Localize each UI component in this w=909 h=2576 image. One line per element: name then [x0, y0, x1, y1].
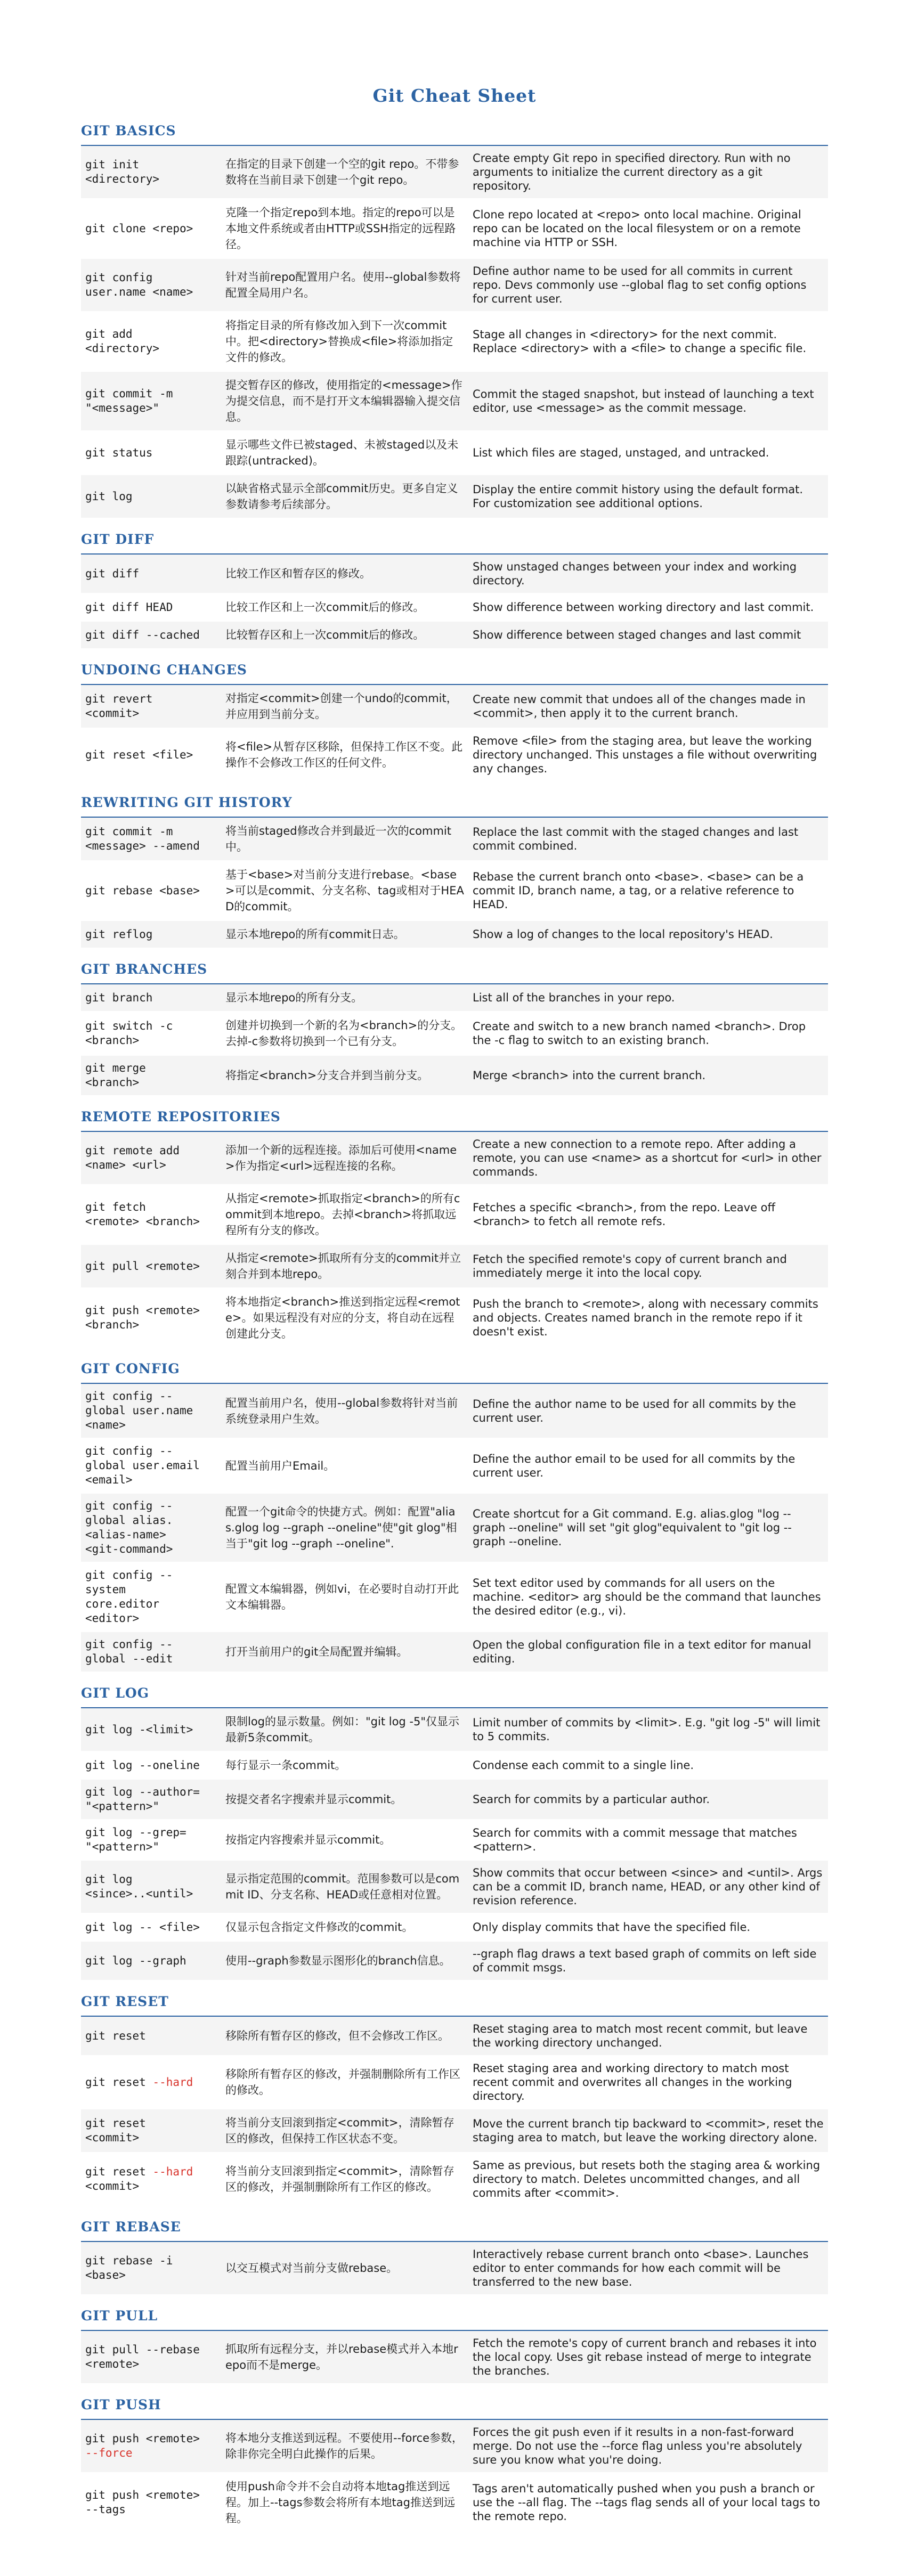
command-cell — [81, 1014, 221, 1053]
chinese-description: 将指定<branch>分支合并到当前分支。 — [225, 1069, 429, 1082]
section-rows — [81, 984, 828, 1096]
table-row — [81, 1439, 828, 1494]
command-text: git push <remote> <branch> — [85, 1304, 200, 1331]
sections-container — [81, 116, 828, 2533]
command-cell — [81, 2483, 221, 2522]
chinese-description: 比较暂存区和上一次commit后的修改。 — [225, 629, 425, 641]
command-cell — [81, 1717, 221, 1742]
command-text: git fetch <remote> <branch> — [85, 1201, 200, 1228]
english-description: Remove <file> from the staging area, but leave the working directory unchanged. This unstages a file without overwriting any changes. — [473, 735, 817, 775]
english-description: Merge <branch> into the current branch. — [473, 1069, 706, 1082]
command-cell — [81, 1384, 221, 1438]
chinese-description: 比较工作区和暂存区的修改。 — [225, 567, 371, 580]
english-description: Create empty Git repo in specified directory. Run with no arguments to initialize the current directory as a git repository. — [473, 152, 791, 192]
command-text: git diff — [85, 567, 140, 580]
command-text: git config user.name <name> — [85, 271, 193, 298]
chinese-description: 使用push命令并不会自动将本地tag推送到远程。加上--tags参数会将所有本地tag推送到远程。 — [225, 2480, 455, 2525]
table-row — [81, 1632, 828, 1673]
table-row — [81, 2109, 828, 2153]
command-text: git remote add <name> <url> — [85, 1144, 180, 1171]
table-row — [81, 1132, 828, 1185]
english-description: Create a new connection to a remote repo. After adding a remote, you can use <name> as a shortcut for <url> in other commands. — [473, 1138, 822, 1178]
chinese-description: 限制log的显示数量。例如："git log -5"仅显示最新5条commit。 — [225, 1715, 460, 1744]
english-description: Same as previous, but resets both the staging area & working directory to match. Deletes uncommitted changes, and all commits after <commit>. — [473, 2159, 821, 2199]
section-rows — [81, 2242, 828, 2295]
table-row — [81, 199, 828, 259]
english-description: --graph flag draws a text based graph of commits on left side of commit msgs. — [473, 1947, 817, 1974]
chinese-description: 在指定的目录下创建一个空的git repo。不带参数将在当前目录下创建一个git repo。 — [225, 158, 459, 186]
table-row — [81, 984, 828, 1012]
section-rewriting-git-history — [81, 787, 828, 949]
table-row — [81, 1861, 828, 1914]
section-title: GIT BRANCHES — [81, 954, 828, 984]
english-description: Reset staging area and working directory to match most recent commit and overwrites all changes in the working directory. — [473, 2062, 792, 2102]
command-text: git init <directory> — [85, 158, 160, 185]
table-row — [81, 2331, 828, 2384]
section-rows — [81, 146, 828, 519]
table-row — [81, 729, 828, 782]
command-text: git branch — [85, 991, 153, 1004]
english-description: Show a log of changes to the local repository's HEAD. — [473, 928, 773, 941]
table-row — [81, 259, 828, 312]
chinese-description: 对指定<commit>创建一个undo的commit，并应用到当前分支。 — [225, 692, 458, 721]
command-text: git reset — [85, 2165, 153, 2178]
chinese-description: 从指定<remote>抓取指定<branch>的所有commit到本地repo。去掉<branch>将抓取远程所有分支的修改。 — [225, 1192, 460, 1237]
command-text: git switch -c <branch> — [85, 1020, 173, 1047]
chinese-description: 以交互模式对当前分支做rebase。 — [225, 2262, 398, 2275]
command-text: git commit -m <message> --amend — [85, 825, 200, 852]
table-row — [81, 685, 828, 729]
page-title: Git Cheat Sheet — [372, 85, 537, 106]
english-description: Commit the staged snapshot, but instead of launching a text editor, use <message> as the commit message. — [473, 388, 814, 414]
section-git-rebase — [81, 2212, 828, 2295]
command-cell — [81, 216, 221, 241]
chinese-description: 添加一个新的远程连接。添加后可使用<name>作为指定<url>远程连接的名称。 — [225, 1144, 457, 1172]
chinese-description: 显示本地repo的所有commit日志。 — [225, 928, 405, 941]
section-git-log — [81, 1678, 828, 1981]
command-text: git reflog — [85, 927, 153, 941]
command-text: git log --graph — [85, 1954, 186, 1967]
chinese-description: 显示哪些文件已被staged、未被staged以及未跟踪(untracked)。 — [225, 438, 459, 467]
chinese-description: 配置当前用户名，使用--global参数将针对当前系统登录用户生效。 — [225, 1396, 458, 1425]
english-description: Condense each commit to a single line. — [473, 1759, 694, 1772]
table-row — [81, 1012, 828, 1056]
chinese-description: 以缺省格式显示全部commit历史。更多自定义参数请参考后续部分。 — [225, 482, 458, 511]
table-row — [81, 312, 828, 372]
section-git-push — [81, 2390, 828, 2533]
command-text: git config -- global user.name <name> — [85, 1390, 193, 1431]
chinese-description: 显示指定范围的commit。范围参数可以是commit ID、分支名称、HEAD或任意相对位置。 — [225, 1872, 460, 1901]
chinese-description: 按指定内容搜索并显示commit。 — [225, 1833, 391, 1846]
table-row — [81, 1185, 828, 1245]
command-text: git push <remote> — [85, 2432, 200, 2445]
chinese-description: 显示本地repo的所有分支。 — [225, 991, 363, 1004]
english-description: Show difference between staged changes and last commit — [473, 629, 801, 641]
table-row — [81, 861, 828, 921]
command-cell — [81, 2337, 221, 2377]
english-description: Show unstaged changes between your index and working directory. — [473, 560, 797, 587]
command-text: git reset — [85, 2029, 146, 2042]
command-text: git log — [85, 490, 133, 503]
command-text: git reset <commit> — [85, 2117, 146, 2144]
command-cell — [81, 2111, 221, 2150]
section-title: GIT BASICS — [81, 116, 828, 146]
table-row — [81, 555, 828, 594]
english-description: Only display commits that have the specified file. — [473, 1921, 751, 1934]
english-description: Limit number of commits by <limit>. E.g. "git log -5" will limit to 5 commits. — [473, 1716, 821, 1743]
command-text: git add <directory> — [85, 328, 160, 355]
command-cell — [81, 1867, 221, 1906]
command-text: git config -- global user.email <email> — [85, 1445, 200, 1486]
command-text: git config -- global --edit — [85, 1638, 173, 1665]
table-row — [81, 921, 828, 949]
command-cell — [81, 1494, 221, 1562]
section-rows — [81, 2331, 828, 2384]
chinese-description: 创建并切换到一个新的名为<branch>的分支。去掉-c参数将切换到一个已有分支。 — [225, 1019, 462, 1048]
chinese-description: 抓取所有远程分支，并以rebase模式并入本地repo而不是merge。 — [225, 2343, 458, 2371]
section-git-diff — [81, 524, 828, 649]
chinese-description: 将当前分支回滚到指定<commit>，清除暂存区的修改，并强制删除所有工作区的修改。 — [225, 2165, 454, 2194]
command-flag-warning: --force — [85, 2447, 133, 2459]
chinese-description: 将本地分支推送到远程。不要使用--force参数，除非你完全明白此操作的后果。 — [225, 2432, 464, 2460]
chinese-description: 将当前staged修改合并到最近一次的commit中。 — [225, 825, 451, 853]
english-description: Reset staging area to match most recent commit, but leave the working directory unchanged. — [473, 2023, 808, 2049]
chinese-description: 配置一个git命令的快捷方式。例如：配置"alias.glog log --graph --oneline"使"git glog"相当于"git log --graph --oneline". — [225, 1505, 457, 1550]
chinese-description: 从指定<remote>抓取所有分支的commit并立刻合并到本地repo。 — [225, 1252, 461, 1281]
command-text: git diff HEAD — [85, 600, 173, 614]
command-cell — [81, 2159, 221, 2199]
command-flag-warning: --hard — [152, 2075, 193, 2089]
english-description: Show commits that occur between <since> and <until>. Args can be a commit ID, branch name, HEAD, or any other kind of revision reference. — [473, 1866, 823, 1907]
command-cell — [81, 595, 221, 620]
command-text: git status — [85, 446, 153, 459]
chinese-description: 每行显示一条commit。 — [225, 1759, 346, 1772]
section-title: GIT REBASE — [81, 2212, 828, 2242]
command-cell — [81, 2024, 221, 2049]
section-rows — [81, 685, 828, 782]
section-git-branches — [81, 954, 828, 1096]
english-description: Search for commits by a particular author. — [473, 1793, 710, 1806]
table-row — [81, 372, 828, 431]
table-row — [81, 1289, 828, 1348]
command-cell — [81, 152, 221, 192]
section-git-pull — [81, 2301, 828, 2384]
command-cell — [81, 878, 221, 903]
command-text: git log --grep= "<pattern>" — [85, 1826, 186, 1853]
command-cell — [81, 1563, 221, 1631]
english-description: Fetch the remote's copy of current branch and rebases it into the local copy. Uses git rebase instead of merge to integrate the branches. — [473, 2337, 817, 2377]
command-cell — [81, 1195, 221, 1234]
command-cell — [81, 561, 221, 586]
command-cell — [81, 1439, 221, 1493]
section-title: GIT PUSH — [81, 2390, 828, 2420]
english-description: Move the current branch tip backward to <commit>, reset the staging area to match, but leave the working directory alone. — [473, 2117, 824, 2144]
table-row — [81, 1245, 828, 1289]
command-cell — [81, 623, 221, 648]
chinese-description: 移除所有暂存区的修改，但不会修改工作区。 — [225, 2029, 449, 2042]
table-row — [81, 1752, 828, 1780]
table-row — [81, 1056, 828, 1096]
command-cell — [81, 2070, 221, 2095]
command-cell — [81, 441, 221, 466]
chinese-description: 基于<base>对当前分支进行rebase。<base>可以是commit、分支名称、tag或相对于HEAD的commit。 — [225, 868, 464, 913]
section-title: GIT DIFF — [81, 524, 828, 555]
english-description: Create shortcut for a Git command. E.g. alias.glog "log --graph --oneline" will set "git glog"equivalent to "git log --graph --oneline. — [473, 1507, 792, 1548]
chinese-description: 打开当前用户的git全局配置并编辑。 — [225, 1645, 408, 1658]
table-row — [81, 475, 828, 519]
table-row — [81, 818, 828, 861]
english-description: Rebase the current branch onto <base>. <base> can be a commit ID, branch name, a tag, or a relative reference to HEAD. — [473, 870, 804, 911]
section-title: GIT CONFIG — [81, 1354, 828, 1384]
command-cell — [81, 743, 221, 768]
section-title: GIT PULL — [81, 2301, 828, 2331]
command-cell — [81, 922, 221, 947]
command-cell — [81, 322, 221, 361]
command-text: git reset — [85, 2075, 153, 2089]
section-title: REWRITING GIT HISTORY — [81, 787, 828, 818]
section-git-basics — [81, 116, 828, 519]
english-description: Fetch the specified remote's copy of current branch and immediately merge it into the local copy. — [473, 1253, 787, 1279]
command-cell — [81, 1056, 221, 1095]
chinese-description: 配置文本编辑器，例如vi，在必要时自动打开此文本编辑器。 — [225, 1583, 459, 1611]
command-cell — [81, 381, 221, 421]
command-text: git rebase <base> — [85, 884, 200, 897]
english-description: Replace the last commit with the staged changes and last commit combined. — [473, 826, 799, 852]
command-text: git commit -m "<message>" — [85, 387, 173, 414]
chinese-description: 将当前分支回滚到指定<commit>，清除暂存区的修改，但保持工作区状态不变。 — [225, 2116, 454, 2145]
table-row — [81, 1914, 828, 1942]
table-row — [81, 2242, 828, 2295]
section-title: GIT LOG — [81, 1678, 828, 1708]
command-cell — [81, 1949, 221, 1974]
command-cell — [81, 1753, 221, 1778]
command-cell — [81, 2426, 221, 2466]
chinese-description: 配置当前用户Email。 — [225, 1459, 335, 1472]
section-rows — [81, 2420, 828, 2533]
command-cell — [81, 819, 221, 859]
english-description: Define the author name to be used for all commits by the current user. — [473, 1397, 796, 1424]
command-text: git log <since>..<until> — [85, 1873, 193, 1900]
command-text: git pull <remote> — [85, 1259, 200, 1273]
english-description: Interactively rebase current branch onto <base>. Launches editor to enter commands for how each commit will be transferred to the new base. — [473, 2248, 809, 2288]
english-description: Stage all changes in <directory> for the next commit. Replace <directory> with a <file> to change a specific file. — [473, 328, 807, 355]
section-title: UNDOING CHANGES — [81, 655, 828, 685]
chinese-description: 按提交者名字搜索并显示commit。 — [225, 1793, 402, 1806]
command-text: git config -- global alias. <alias-name> <git-command> — [85, 1499, 173, 1555]
table-row — [81, 1820, 828, 1861]
command-cell — [81, 687, 221, 726]
section-title: REMOTE REPOSITORIES — [81, 1102, 828, 1132]
section-rows — [81, 1132, 828, 1348]
english-description: List all of the branches in your repo. — [473, 991, 675, 1004]
english-description: Search for commits with a commit message that matches <pattern>. — [473, 1827, 797, 1853]
section-rows — [81, 1708, 828, 1981]
command-flag-warning: --hard — [152, 2165, 193, 2178]
english-description: Show difference between working directory and last commit. — [473, 601, 814, 614]
table-row — [81, 594, 828, 622]
chinese-description: 克隆一个指定repo到本地。指定的repo可以是本地文件系统或者由HTTP或SSH指定的远程路径。 — [225, 206, 456, 251]
english-description: List which files are staged, unstaged, and untracked. — [473, 446, 769, 459]
command-text: git log -- <file> — [85, 1920, 200, 1934]
section-rows — [81, 2017, 828, 2206]
command-cell — [81, 1780, 221, 1819]
command-cell — [81, 484, 221, 509]
section-rows — [81, 1384, 828, 1673]
section-git-reset — [81, 1986, 828, 2206]
english-description: Create new commit that undoes all of the changes made in <commit>, then apply it to the current branch. — [473, 693, 806, 720]
command-cell — [81, 1915, 221, 1940]
chinese-description: 比较工作区和上一次commit后的修改。 — [225, 601, 425, 614]
table-row — [81, 1563, 828, 1632]
table-row — [81, 1780, 828, 1820]
command-text: git clone <repo> — [85, 222, 193, 235]
command-cell — [81, 1632, 221, 1672]
command-text: git config -- system core.editor <editor> — [85, 1569, 173, 1625]
table-row — [81, 146, 828, 199]
section-undoing-changes — [81, 655, 828, 782]
command-text: git pull --rebase <remote> — [85, 2343, 200, 2370]
english-description: Tags aren't automatically pushed when you push a branch or use the --all flag. The --tags flag sends all of your local tags to the remote repo. — [473, 2482, 821, 2523]
command-text: git reset <file> — [85, 748, 193, 761]
english-description: Open the global configuration file in a text editor for manual editing. — [473, 1638, 811, 1665]
chinese-description: 使用--graph参数显示图形化的branch信息。 — [225, 1954, 451, 1967]
chinese-description: 将<file>从暂存区移除，但保持工作区不变。此操作不会修改工作区的任何文件。 — [225, 740, 463, 769]
table-row — [81, 1494, 828, 1563]
table-row — [81, 1384, 828, 1439]
command-cell — [81, 1298, 221, 1338]
table-row — [81, 1708, 828, 1752]
table-row — [81, 622, 828, 649]
chinese-description: 仅显示包含指定文件修改的commit。 — [225, 1921, 413, 1934]
english-description: Create and switch to a new branch named <branch>. Drop the -c flag to switch to an existing branch. — [473, 1020, 806, 1047]
table-row — [81, 2017, 828, 2056]
command-text: git push <remote> --tags — [85, 2489, 200, 2516]
table-row — [81, 2473, 828, 2533]
chinese-description: 将本地指定<branch>推送到指定远程<remote>。如果远程没有对应的分支，将自动在远程创建此分支。 — [225, 1295, 460, 1340]
command-text: git log -<limit> — [85, 1723, 193, 1736]
english-description: Define author name to be used for all commits in current repo. Devs commonly use --global flag to set config options for current user. — [473, 265, 807, 305]
chinese-description: 将指定目录的所有修改加入到下一次commit中。把<directory>替换成<file>将添加指定文件的修改。 — [225, 319, 453, 364]
command-text: <commit> — [85, 2180, 140, 2192]
command-cell — [81, 1820, 221, 1860]
english-description: Fetches a specific <branch>, from the repo. Leave off <branch> to fetch all remote refs. — [473, 1201, 775, 1228]
section-title: GIT RESET — [81, 1986, 828, 2017]
table-row — [81, 431, 828, 475]
table-row — [81, 1942, 828, 1981]
command-text: git merge <branch> — [85, 1062, 146, 1089]
command-cell — [81, 1138, 221, 1178]
command-cell — [81, 985, 221, 1010]
command-text: git diff --cached — [85, 628, 200, 641]
command-text: git log --author= "<pattern>" — [85, 1786, 200, 1813]
section-rows — [81, 555, 828, 649]
english-description: Push the branch to <remote>, along with necessary commits and objects. Creates named branch in the remote repo if it doesn't exist. — [473, 1298, 818, 1338]
section-remote-repositories — [81, 1102, 828, 1348]
command-cell — [81, 1254, 221, 1279]
english-description: Display the entire commit history using the default format. For customization see additional options. — [473, 483, 804, 510]
command-text: git log --oneline — [85, 1758, 200, 1772]
table-row — [81, 2153, 828, 2206]
section-rows — [81, 818, 828, 949]
chinese-description: 移除所有暂存区的修改，并强制删除所有工作区的修改。 — [225, 2068, 460, 2097]
english-description: Forces the git push even if it results in a non-fast-forward merge. Do not use the --force flag unless you're absolutely sure you know what you're doing. — [473, 2426, 802, 2466]
command-text: git rebase -i <base> — [85, 2254, 173, 2281]
table-row — [81, 2056, 828, 2109]
command-cell — [81, 2248, 221, 2288]
english-description: Define the author email to be used for all commits by the current user. — [473, 1452, 796, 1479]
table-row — [81, 2420, 828, 2473]
section-git-config — [81, 1354, 828, 1673]
english-description: Set text editor used by commands for all users on the machine. <editor> arg should be the command that launches the desired editor (e.g., vi). — [473, 1577, 821, 1617]
chinese-description: 提交暂存区的修改，使用指定的<message>作为提交信息，而不是打开文本编辑器输入提交信息。 — [225, 379, 462, 423]
command-text: git revert <commit> — [85, 692, 153, 720]
command-cell — [81, 265, 221, 305]
english-description: Clone repo located at <repo> onto local machine. Original repo can be located on the local filesystem or on a remote machine via HTTP or SSH. — [473, 208, 801, 249]
chinese-description: 针对当前repo配置用户名。使用--global参数将配置全局用户名。 — [225, 271, 461, 299]
